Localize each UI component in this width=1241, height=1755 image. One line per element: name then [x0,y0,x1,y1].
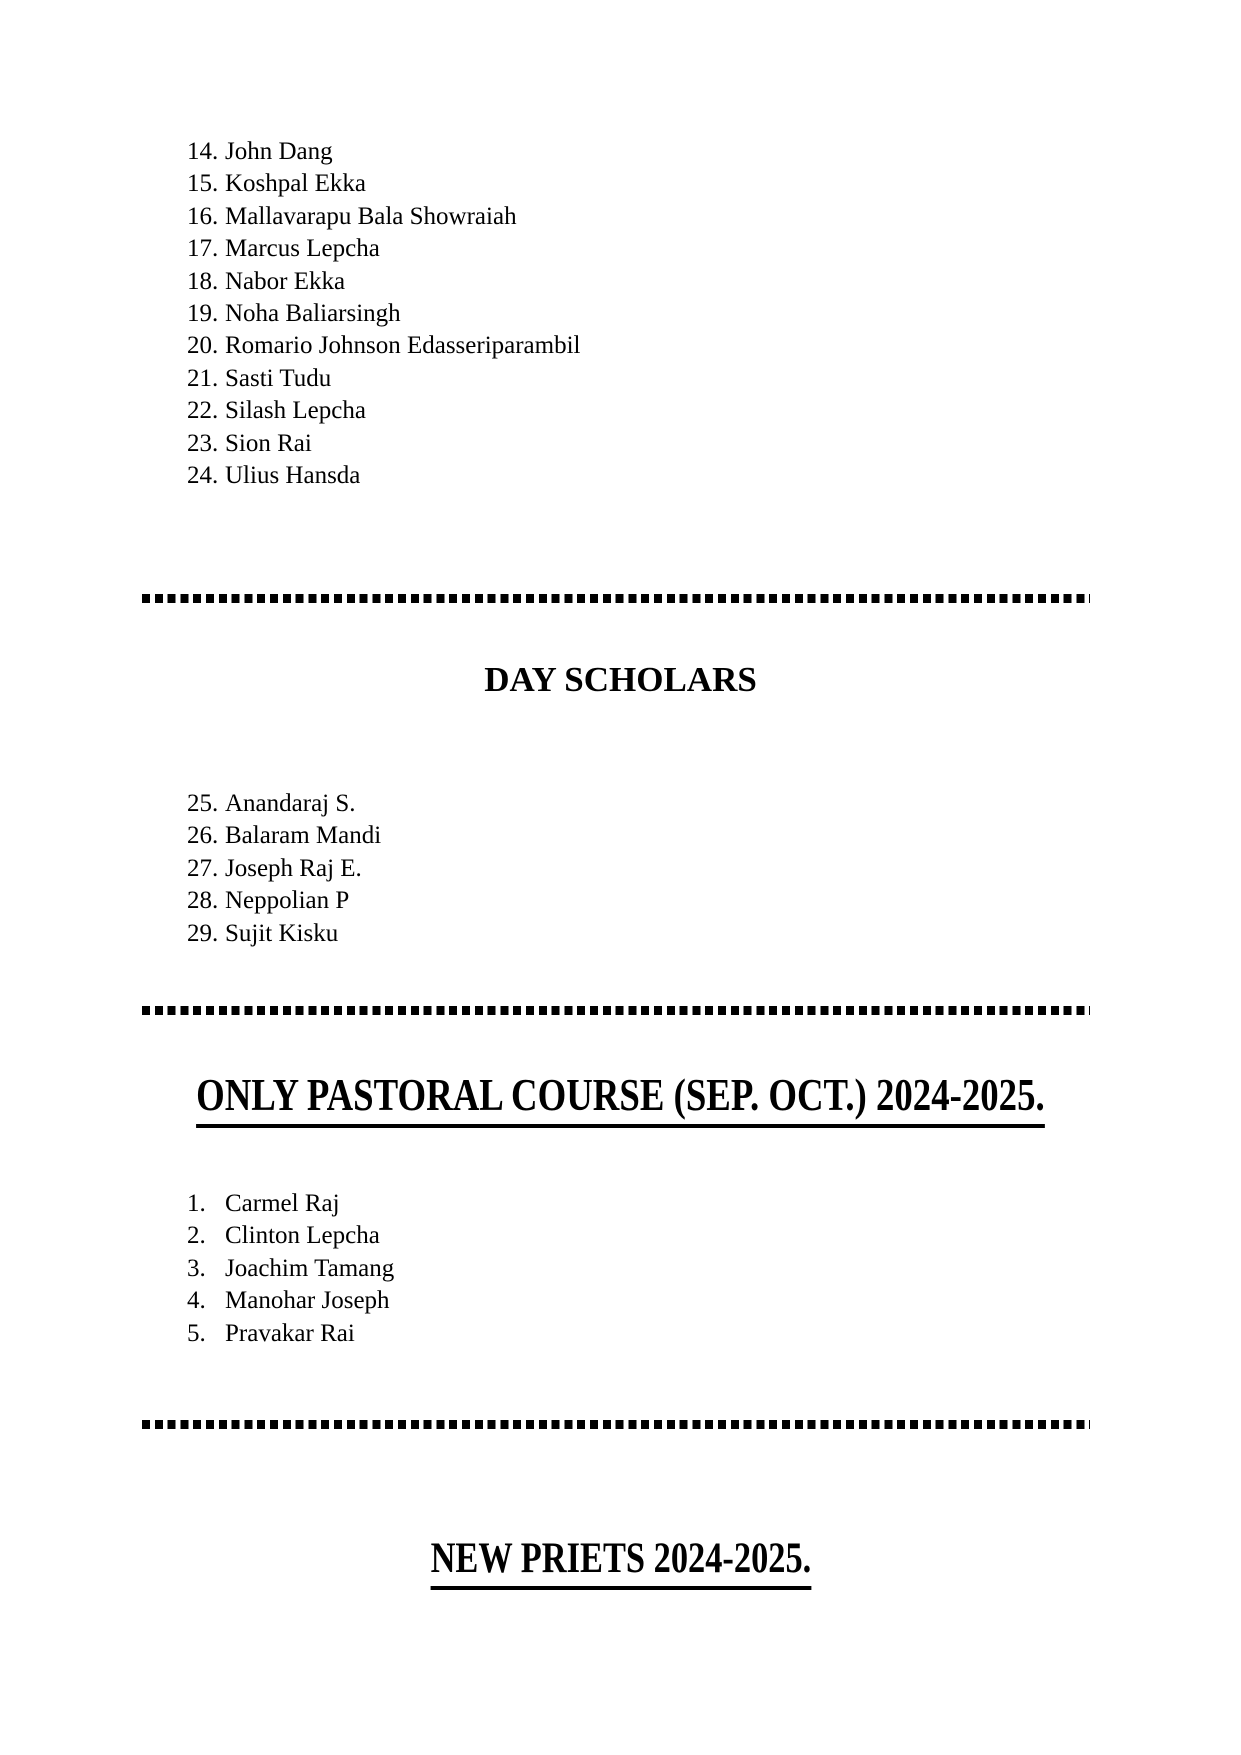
list-item [187,820,381,852]
list-item [187,1188,394,1220]
item-number: 26. [187,822,219,850]
item-number: 3. [187,1254,206,1282]
item-number: 18. [187,267,219,295]
day-scholars-name-list [187,788,381,950]
item-name: Mallavarapu Bala Showraiah [225,202,517,230]
boarders-name-list [187,136,581,492]
item-name: Joseph Raj E. [225,854,362,882]
list-item [187,136,581,168]
list-item [187,363,581,395]
item-number: 5. [187,1319,206,1347]
item-name: Romario Johnson Edasseriparambil [225,332,581,360]
item-number: 1. [187,1190,206,1217]
item-number: 23. [187,429,219,457]
item-name: Sasti Tudu [225,364,332,392]
day-scholars-heading [0,660,1241,700]
item-name: Koshpal Ekka [225,170,366,198]
pastoral-course-name-list [187,1188,394,1350]
new-priests-heading [0,1534,1241,1590]
list-item [187,1220,394,1252]
item-number: 14. [187,138,219,165]
list-item [187,428,581,460]
dotted-divider [142,1420,1090,1429]
item-name: Sion Rai [225,429,312,457]
item-number: 19. [187,299,219,327]
item-name: Nabor Ekka [225,267,346,295]
item-number: 17. [187,235,219,263]
item-name: Marcus Lepcha [225,235,380,263]
list-item [187,1285,394,1317]
item-number: 15. [187,170,219,198]
item-name: Manohar Joseph [225,1287,390,1315]
item-number: 27. [187,854,219,882]
pastoral-course-heading [0,1068,1241,1128]
list-item [187,298,581,330]
list-item [187,233,581,265]
item-name: Balaram Mandi [225,822,382,850]
item-name: John Dang [225,138,333,165]
list-item [187,266,581,298]
pastoral-course-heading-text: ONLY PASTORAL COURSE (SEP. OCT.) 2024-2025. [196,1068,1045,1128]
day-scholars-heading-text: DAY SCHOLARS [484,660,757,699]
item-name: Silash Lepcha [225,397,366,425]
item-number: 29. [187,919,219,947]
item-name: Carmel Raj [225,1190,340,1217]
item-name: Sujit Kisku [225,919,339,947]
list-item [187,1253,394,1285]
item-number: 2. [187,1222,206,1250]
list-item [187,168,581,200]
list-item [187,201,581,233]
item-name: Noha Baliarsingh [225,299,401,327]
item-number: 20. [187,332,219,360]
item-name: Clinton Lepcha [225,1222,380,1250]
item-number: 22. [187,397,219,425]
list-item [187,885,381,917]
list-item [187,1318,394,1350]
list-item [187,918,381,950]
item-number: 24. [187,461,219,489]
dotted-divider [142,1006,1090,1015]
list-item [187,460,581,492]
list-item [187,853,381,885]
item-name: Anandaraj S. [225,790,356,817]
item-name: Pravakar Rai [225,1319,355,1347]
item-number: 25. [187,790,219,817]
item-number: 21. [187,364,219,392]
list-item [187,330,581,362]
item-name: Neppolian P [225,887,350,915]
new-priests-heading-text: NEW PRIETS 2024-2025. [430,1534,811,1590]
item-number: 4. [187,1287,206,1315]
dotted-divider [142,594,1090,603]
list-item [187,395,581,427]
item-name: Joachim Tamang [225,1254,395,1282]
item-name: Ulius Hansda [225,461,361,489]
item-number: 28. [187,887,219,915]
item-number: 16. [187,202,219,230]
list-item [187,788,381,820]
